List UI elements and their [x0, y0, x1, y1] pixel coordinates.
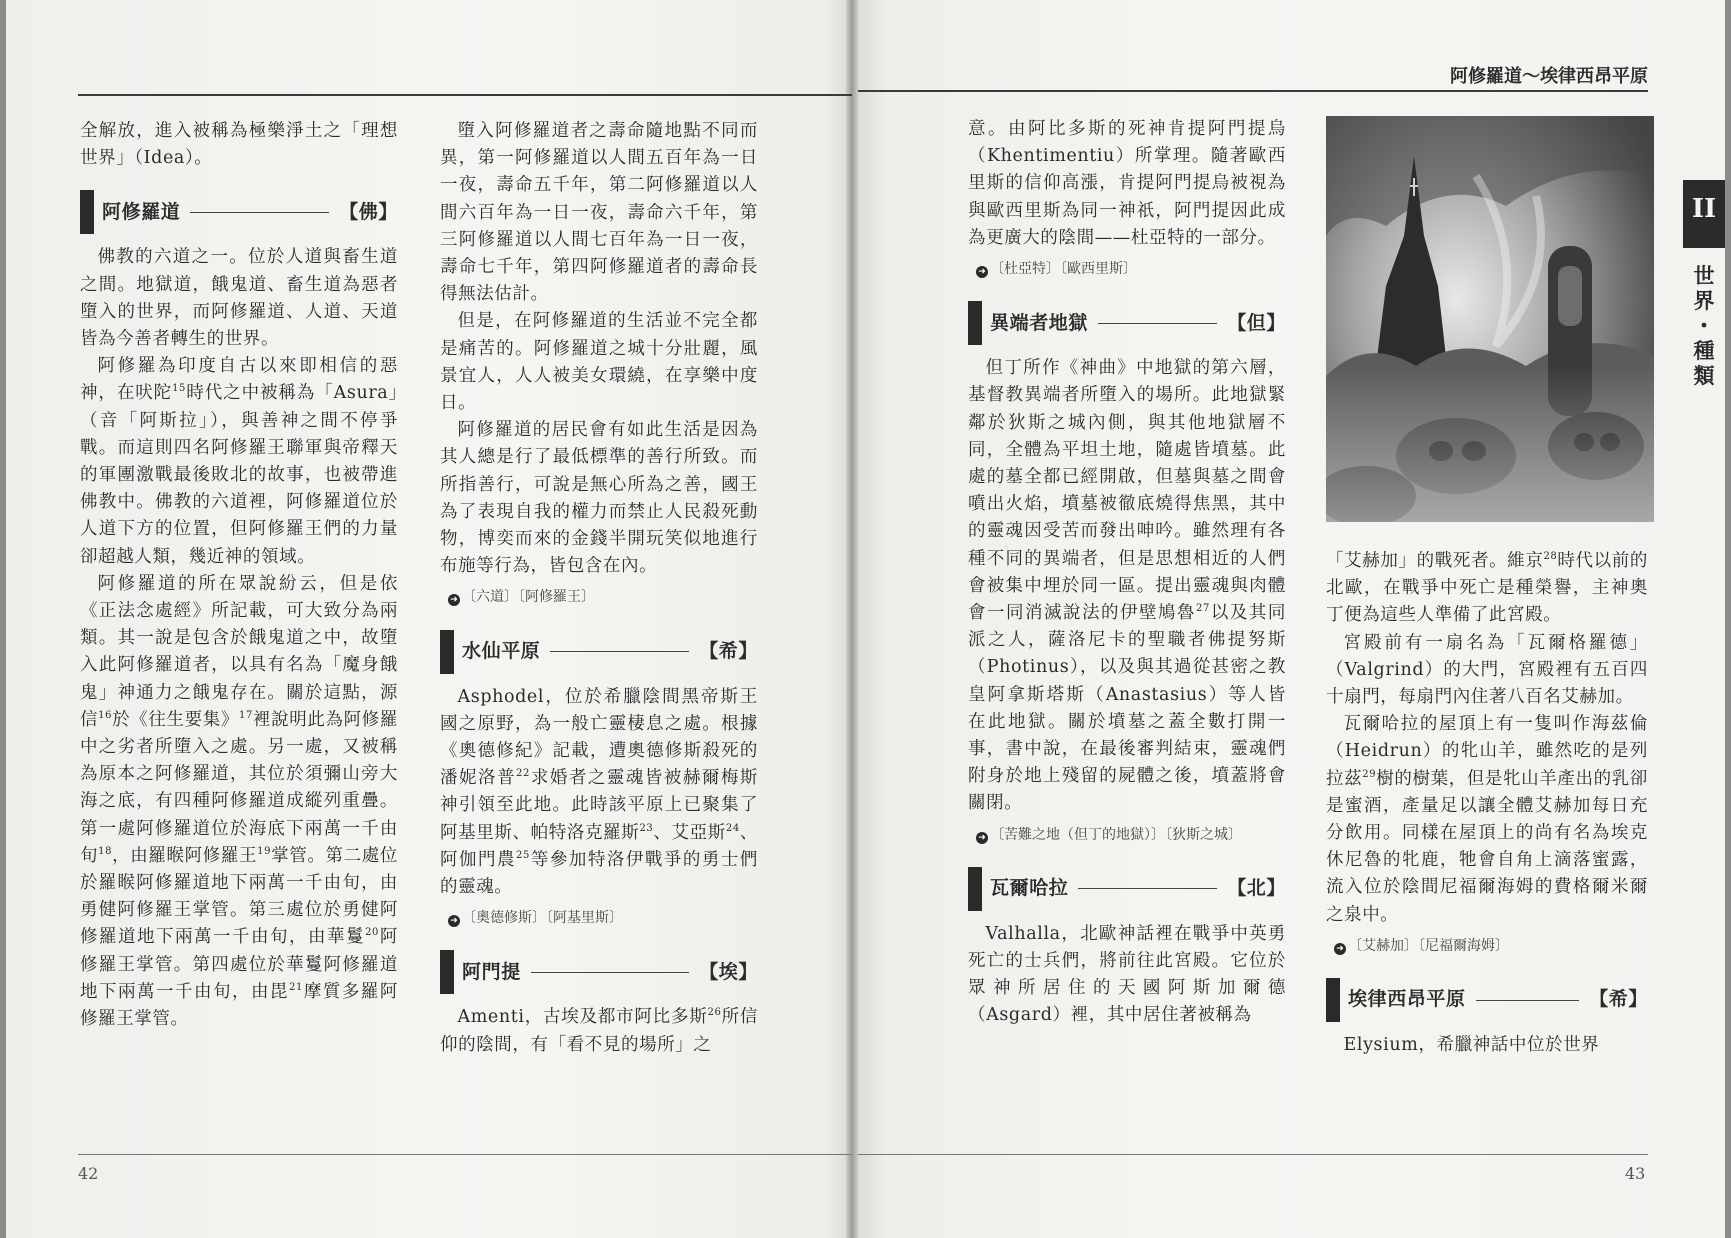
paragraph: 全解放，進入被稱為極樂淨土之「理想世界」（Idea）。: [80, 121, 398, 169]
footer-rule-left: [78, 1154, 852, 1155]
entry-title: 阿修羅道: [102, 200, 181, 223]
cross-reference: ➜ 〔奧德修斯〕〔阿基里斯〕: [448, 905, 758, 932]
entry-tag: 【埃】: [699, 960, 758, 983]
heading-line: [550, 651, 689, 652]
heading-bar: [80, 190, 94, 234]
page-number-right: 43: [1625, 1164, 1646, 1183]
column-3: [968, 116, 1286, 1030]
footer-rule-right: [858, 1154, 1648, 1155]
entry-heading: [1326, 978, 1648, 1022]
illustration: [1326, 116, 1654, 522]
entry-tag: 【希】: [1589, 988, 1648, 1011]
illustration-drawing: [1326, 116, 1654, 522]
heading-bar: [440, 950, 454, 994]
paragraph: 但丁所作《神曲》中地獄的第六層，基督教異端者所墮入的場所。此地獄緊鄰於狄斯之城內側，與其他地獄層不同，全體為平坦土地，隨處皆墳墓。此處的墓全都已經開啟，但墓與墓之間會噴出火焰，墳墓被徹底燒得焦黑，其中的靈魂因受苦而發出呻吟。雖然理有各種不同的異端者，但是思想相近的人們會被集中埋於同一區。提出靈魂與肉體會一同消滅說法的伊壁鳩魯$^{27}$以及其同派之人，薩洛尼卡的聖職者佛提努斯（Photinus），以及與其過從甚密之教皇阿拿斯塔斯（Anastasius）等人皆在此地獄。關於墳墓之蓋全數打開一事，書中說，在最後審判結束，靈魂們附身於地上殘留的屍體之後，墳蓋將會關閉。: [968, 358, 1286, 814]
entry-heading: [440, 630, 758, 674]
page-number-left: 42: [78, 1164, 99, 1183]
chapter-label-char: 種: [1693, 339, 1715, 363]
entry-title: 阿門提: [462, 960, 521, 983]
entry-title: 瓦爾哈拉: [990, 877, 1069, 900]
column-2: [440, 118, 758, 1059]
running-head: 阿修羅道～埃律西昂平原: [1450, 66, 1648, 87]
paragraph: 阿修羅道的居民會有如此生活是因為其人總是行了最低標準的善行所致。而所指善行，可說是無心所為之善，國王為了表現自我的權力而禁止人民殺死動物，博奕而來的金錢半開玩笑似地進行布施等行為，皆包含在內。: [440, 420, 758, 577]
chapter-label-char: 世: [1693, 264, 1715, 288]
entry-title: 埃律西昂平原: [1348, 988, 1466, 1011]
heading-bar: [968, 867, 982, 911]
column-4: [1326, 548, 1648, 1059]
paragraph: 阿修羅道的所在眾說紛云，但是依《正法念處經》所記載，可大致分為兩類。其一說是包含於餓鬼道之中，故墮入此阿修羅道者，以具有名為「魔身餓鬼」神通力之餓鬼存在。關於這點，源信$^{16}$於《往生要集》$^{17}$裡說明此為阿修羅中之劣者所墮入之處。另一處，又被稱為原本之阿修羅道，其位於須彌山旁大海之底，有四種阿修羅道成縱列重疊。第一處阿修羅道位於海底下兩萬一千由旬$^{18}$，由羅睺阿修羅王$^{19}$掌管。第二處位於羅睺阿修羅道地下兩萬一千由旬，由勇健阿修羅王掌管。第三處位於勇健阿修羅道地下兩萬一千由旬，由華鬘$^{20}$阿修羅王掌管。第四處位於華鬘阿修羅道地下兩萬一千由旬，由毘$^{21}$摩質多羅阿修羅王掌管。: [80, 573, 399, 1030]
paragraph: 但是，在阿修羅道的生活並不完全都是痛苦的。阿修羅道之城十分壯麗，風景宜人，人人被美女環繞，在享樂中度日。: [440, 311, 758, 414]
book-spine: [846, 0, 858, 1238]
column-1: [80, 118, 398, 1033]
entry-heading: [80, 190, 398, 234]
arrow-icon: ➜: [448, 915, 460, 927]
entry-tag: 【但】: [1227, 311, 1286, 334]
paragraph: 「艾赫加」的戰死者。維京$^{28}$時代以前的北歐，在戰爭中死亡是種榮譽，主神奧丁便為這些人準備了此宮殿。: [1326, 551, 1648, 626]
entry-tag: 【佛】: [339, 200, 398, 223]
entry-title: 異端者地獄: [990, 311, 1089, 334]
entry-heading: [968, 301, 1286, 345]
arrow-icon: ➜: [448, 594, 460, 606]
entry-title: 水仙平原: [462, 640, 541, 663]
header-rule-right: [858, 90, 1648, 92]
arrow-icon: ➜: [976, 266, 988, 278]
chapter-numeral: II: [1683, 180, 1725, 248]
heading-line: [531, 972, 689, 973]
paragraph: 阿修羅為印度自古以來即相信的惡神，在吠陀$^{15}$時代之中被稱為「Asura」（音「阿斯拉」），與善神之間不停爭戰。而這則四名阿修羅王聯軍與帝釋天的軍團激戰最後敗北的故事，也被帶進佛教中。佛教的六道裡，阿修羅道位於人道下方的位置，但阿修羅王們的力量卻超越人類，幾近神的領域。: [80, 356, 398, 567]
paragraph: Elysium，希臘神話中位於世界: [1343, 1035, 1600, 1056]
paragraph: Asphodel，位於希臘陰間黑帝斯王國之原野，為一般亡靈棲息之處。根據《奧德修紀》記載，遭奧德修斯殺死的潘妮洛普$^{22}$求婚者之靈魂皆被赫爾梅斯神引領至此地。此時該平原上已聚集了阿基里斯、帕特洛克羅斯$^{23}$、艾亞斯$^{24}$、阿伽門農$^{25}$等參加特洛伊戰爭的勇士們的靈魂。: [440, 686, 758, 898]
arrow-icon: ➜: [1334, 943, 1346, 955]
chapter-tab: [1683, 180, 1725, 390]
entry-tag: 【北】: [1227, 877, 1286, 900]
cross-reference: ➜ 〔艾赫加〕〔尼福爾海姆〕: [1334, 933, 1648, 960]
cross-reference: ➜ 〔杜亞特〕〔歐西里斯〕: [976, 256, 1286, 283]
paragraph: 墮入阿修羅道者之壽命隨地點不同而異，第一阿修羅道以人間五百年為一日一夜，壽命五千年，第二阿修羅道以人間六百年為一日一夜，壽命六千年，第三阿修羅道以人間七百年為一日一夜，壽命七千年，第四阿修羅道者的壽命長得無法估計。: [440, 121, 758, 305]
heading-line: [1098, 323, 1217, 324]
heading-bar: [968, 301, 982, 345]
heading-bar: [1326, 978, 1340, 1022]
chapter-label-char: ・: [1693, 314, 1715, 338]
paragraph: 意。由阿比多斯的死神肯提阿門提烏（Khentimentiu）所掌理。隨著歐西里斯的信仰高漲，肯提阿門提烏被視為與歐西里斯為同一神祇，阿門提因此成為更廣大的陰間——杜亞特的一部分。: [968, 119, 1286, 248]
paragraph: Valhalla，北歐神話裡在戰爭中英勇死亡的士兵們，將前往此宮殿。它位於眾神所居住的天國阿斯加爾德（Asgard）裡，其中居住著被稱為: [968, 923, 1286, 1026]
paragraph: Amenti，古埃及都市阿比多斯$^{26}$所信仰的陰間，有「看不見的場所」之: [440, 1007, 759, 1055]
paragraph: 宮殿前有一扇名為「瓦爾格羅德」（Valgrind）的大門，宮殿裡有五百四十扇門，每扇門內住著八百名艾赫加。: [1326, 632, 1648, 708]
heading-bar: [440, 630, 454, 674]
chapter-label-char: 類: [1693, 364, 1715, 388]
heading-line: [1078, 888, 1217, 889]
paragraph: 佛教的六道之一。位於人道與畜生道之間。地獄道，餓鬼道、畜生道為惡者墮入的世界，而阿修羅道、人道、天道皆為今善者轉生的世界。: [80, 247, 398, 350]
arrow-icon: ➜: [976, 832, 988, 844]
heading-line: [190, 212, 329, 213]
entry-heading: [968, 867, 1286, 911]
cross-reference: ➜ 〔六道〕〔阿修羅王〕: [448, 584, 758, 611]
paragraph: 瓦爾哈拉的屋頂上有一隻叫作海茲倫（Heidrun）的牝山羊，雖然吃的是列拉茲$^{29}$樹的樹葉，但是牝山羊產出的乳卻是蜜酒，產量足以讓全體艾赫加每日充分飲用。同樣在屋頂上的尚有名為埃克休尼魯的牝鹿，牠會自角上滴落蜜露，流入位於陰間尼福爾海姆的費格爾米爾之泉中。: [1326, 714, 1649, 925]
heading-line: [1476, 1000, 1580, 1001]
chapter-label: [1683, 264, 1725, 389]
entry-tag: 【希】: [699, 640, 758, 663]
entry-heading: [440, 950, 758, 994]
chapter-label-char: 界: [1693, 289, 1715, 313]
cross-reference: ➜ 〔苦難之地（但丁的地獄）〕〔狄斯之城〕: [976, 822, 1286, 849]
header-rule-left: [78, 94, 852, 96]
